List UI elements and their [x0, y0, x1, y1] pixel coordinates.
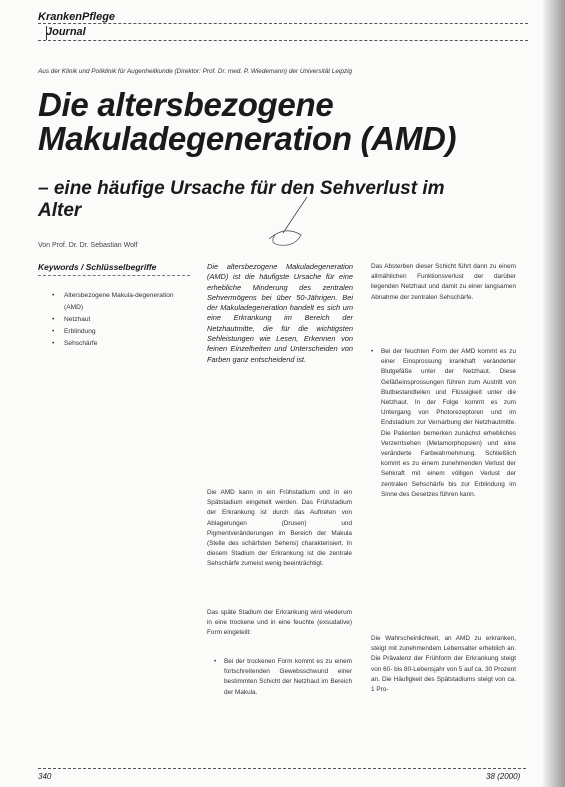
body-bullet-item: • Bei der trockenen Form kommt es zu einem fortschreitenden Gewebsschwund einer bestimmten Schicht der Netzhaut im Bereich der Makula.: [214, 657, 352, 698]
body-paragraph: Die Wahrscheinlichkeit, an AMD zu erkranken, steigt mit zunehmendem Lebensalter erheblich an. Die Prävalenz der Frühform der Erkrankung steigt von 60- bis 80-Lebensjahr von 5 auf ca. 30 Prozent an. Die Häufigkeit des Spätstadiums steigt von ca. 1 Pro-: [371, 635, 516, 694]
pen-mark-icon: [255, 195, 325, 255]
keyword-item: • Netzhaut: [52, 314, 192, 326]
article-subtitle: – eine häufige Ursache für den Sehverlust im Alter: [38, 178, 445, 221]
header-divider-top: [38, 23, 528, 24]
keywords-divider: [38, 275, 190, 276]
footer-divider: [38, 768, 526, 769]
body-paragraph: Das späte Stadium der Erkrankung wird wiederum in eine trockene und in eine feuchte (exsudative) Form eingeteilt:: [207, 609, 352, 637]
body-paragraph: Das Absterben dieser Schicht führt dann zu einem allmählichen Funktionsverlust der darüber liegenden Netzhaut und damit zu einer langsamen Abnahme der zentralen Sehschärfe.: [371, 263, 516, 301]
keyword-item: • Erblindung: [52, 326, 192, 338]
keywords-title: Keywords / Schlüsselbegriffe: [38, 262, 157, 272]
affiliation: Aus der Klinik und Poliklinik für Augenheilkunde (Direktor: Prof. Dr. med. P. Wiedemann) der Universität Leipzig: [38, 68, 353, 75]
body-bullet-list: [371, 347, 516, 500]
subsection-header: Journal: [46, 26, 86, 38]
body-paragraph: Die AMD kann in ein Frühstadium und in ein Spätstadium eingeteilt werden. Das Frühstadium der Erkrankung ist durch das Auftreten von Ablagerungen (Drusen) und Pigmentveränderungen im Bereich der Makula (Stelle des schärfsten Sehens) charakterisiert. In diesem Stadium der Erkrankung ist die zentrale Sehschärfe zumeist wenig beeinträchtigt.: [207, 489, 352, 568]
keyword-item: • Altersbezogene Makula-degeneration (AMD): [52, 290, 192, 314]
page-edge-shadow: [543, 0, 565, 787]
article-title: Die altersbezogene Makuladegeneration (AMD): [38, 86, 457, 157]
abstract: Die altersbezogene Makuladegeneration (AMD) ist die häufigste Ursache für eine erhebliche Minderung des zentralen Sehvermögens bei über 50-Jährigen. Bei der Makuladegeneration handelt es sich um eine Erkrankung im Bereich der Netzhautmitte, die für die wichtigsten Sehleistungen wie Lesen, Erkennen von feinen Einzelheiten und Unterscheiden von Farben ganz entscheidend ist.: [207, 262, 353, 364]
body-bullet-list: [214, 657, 352, 698]
section-header: KrankenPflege: [38, 11, 116, 23]
body-bullet-item: • Bei der feuchten Form der AMD kommt es zu einer Einsprossung krankhaft veränderter Blutgefäße unter der Netzhaut. Diese Gefäßeinsprossungen führen zum Austritt von Blutbestandteilen und Flüssigkeit unter die Netzhaut. In der Folge kommt es zum Untergang von Photorezeptoren und im Endstadium zur Vernarbung der Netzhautmitte. Die Patienten bemerken zunächst erhebliches Verzerrtsehen (Metamorphopsien) und eine veränderte Farbwahrnehmung. Schließlich kommt es zu einem zunehmenden Verlust der Sehkraft mit einem völligen Verlust der zentralen Sehschärfe bis zur Erblindung im Sinne des Gesetzes führen kann.: [371, 347, 516, 500]
issue-number: 38 (2000): [486, 772, 521, 781]
keywords-list: [52, 290, 192, 350]
header-divider-bottom: [38, 40, 528, 41]
author-line: Von Prof. Dr. Dr. Sebastian Wolf: [38, 242, 138, 249]
page-number: 340: [38, 772, 52, 781]
keyword-item: • Sehschärfe: [52, 338, 192, 350]
